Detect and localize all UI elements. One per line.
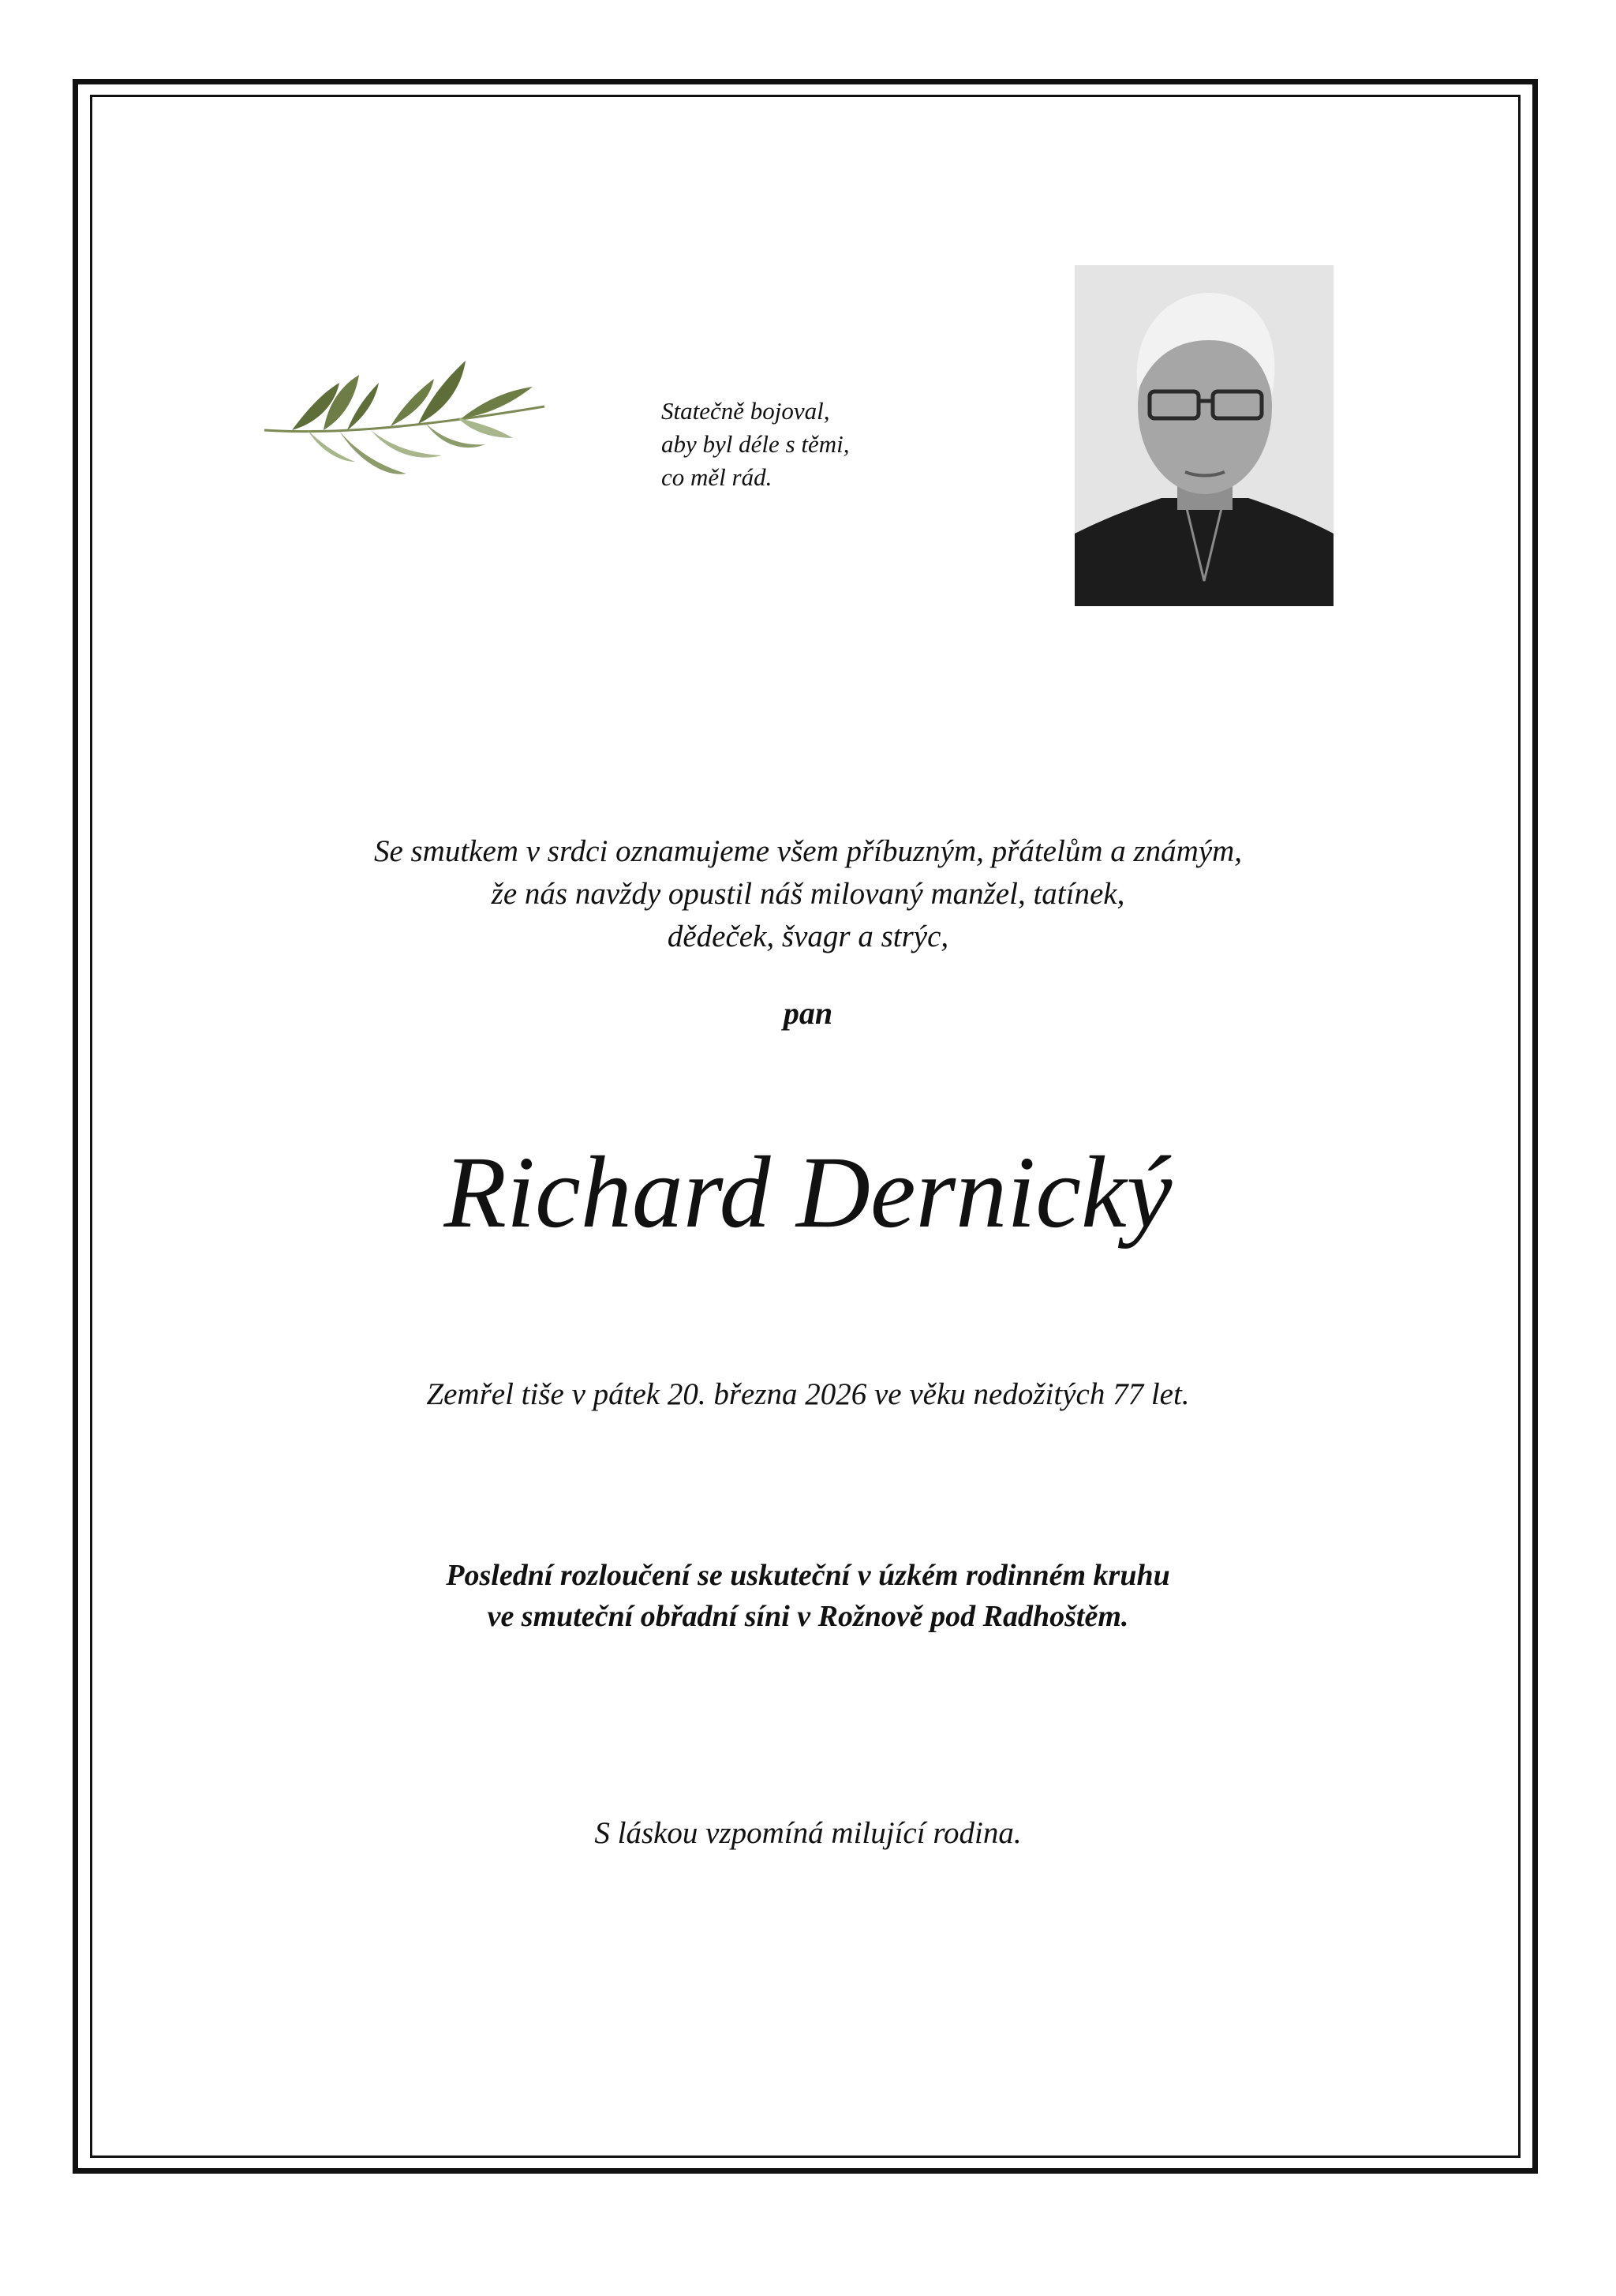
death-statement: Zemřel tiše v pátek 20. března 2026 ve věku nedožitých 77 let. [426, 1377, 1190, 1411]
motto-quote [661, 395, 977, 494]
motto-line: aby byl déle s těmi, [661, 430, 850, 458]
olive-branch-icon [260, 351, 552, 509]
deceased-name: Richard Dernický [443, 1136, 1173, 1249]
motto-line: co měl rád. [661, 463, 772, 491]
announcement-line: že nás navždy opustil náš milovaný manžel, tatínek, [491, 877, 1125, 911]
title-pan: pan [783, 995, 833, 1031]
announcement-line: Se smutkem v srdci oznamujeme všem příbuzným, přátelům a známým, [373, 834, 1243, 868]
farewell-line: ve smuteční obřadní síni v Rožnově pod Radhoštěm. [487, 1600, 1129, 1633]
farewell-info [95, 1555, 1521, 1637]
motto-line: Statečně bojoval, [661, 397, 830, 425]
closing-signature: S láskou vzpomíná milující rodina. [594, 1816, 1022, 1850]
announcement-line: dědeček, švagr a strýc, [667, 920, 949, 953]
announcement-text [95, 830, 1521, 958]
farewell-line: Poslední rozloučení se uskuteční v úzkém rodinném kruhu [446, 1559, 1170, 1592]
portrait-photo [1075, 265, 1334, 606]
